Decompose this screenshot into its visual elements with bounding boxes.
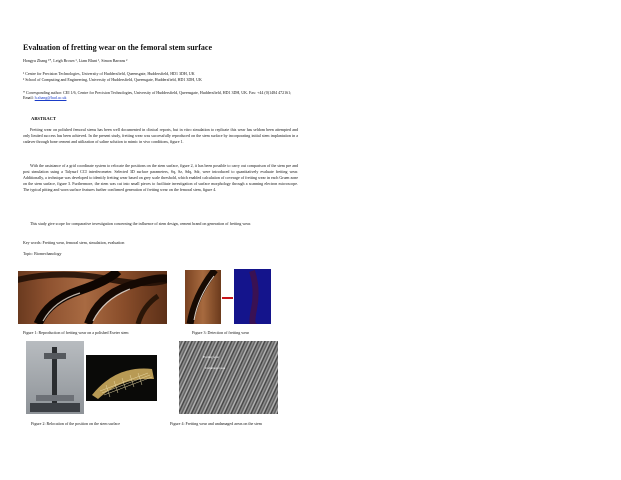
abstract-heading: ABSTRACT bbox=[31, 116, 57, 121]
figure-4-image bbox=[179, 341, 278, 414]
figure-3-image-left bbox=[185, 270, 221, 324]
figure-3-caption: Figure 3: Detection of fretting wear bbox=[192, 330, 249, 335]
figure-3-arrow bbox=[222, 297, 233, 299]
topic: Topic: Biomechanology bbox=[23, 251, 62, 256]
corresponding-text: * Corresponding author: CEI 1/6, Centre for Precision Technologies, University of Huddersfield, Queensgate, Huddersfield, HD1 3DH, UK. Fax: +44 (0)1484 472161; Email: bbox=[23, 90, 292, 101]
keywords: Key words: Fretting wear, femoral stem, simulation, evaluation bbox=[23, 240, 125, 245]
undamaged-area-label: Undamaged area bbox=[205, 366, 226, 370]
figure-3-image-right bbox=[234, 269, 271, 324]
figure-2-image-left bbox=[26, 341, 84, 414]
affiliation-1: ¹ Centre for Precision Technologies, University of Huddersfield, Queensgate, Huddersfield, HD1 3DH, UK bbox=[23, 71, 195, 76]
figure-1-caption: Figure 1: Reproduction of fretting wear on a polished Exeter stem bbox=[23, 330, 129, 335]
email-link[interactable]: h.zhang@hud.ac.uk bbox=[34, 95, 67, 101]
figure-4-caption: Figure 4: Fretting wear and undamaged areas on the stem bbox=[170, 421, 262, 426]
abstract-paragraph-2: With the assistance of a grid coordinate system to relocate the positions on the stem surface, figure 2, it has been possible to carry out comparison of the stem pre and post simulation using a Talysurf CCI interferometer. Selected 3D surface parameters, Sq, Sz, Sdq, Sdr, were introduced to quantitatively evaluate fretting wear. Additionally, a technique was developed to identify fretting wear based on grey scale threshold, which enabled calculation of coverage of fretting wear in each Gruen zone on the stem surface, figure 3. Furthermore, the stem was cut into small pieces to facilitate investigation of surface morphology through a scanning electron microscope. The typical pitting and worn surface features further confirmed generation of fretting wear on the femoral stem, figure 4. bbox=[23, 163, 298, 193]
abstract-paragraph-3: This study give scope for comparative investigation concerning the influence of stem design, cement brand on generation of fretting wear. bbox=[30, 221, 251, 226]
figure-2-image-right bbox=[86, 355, 157, 401]
abstract-paragraph-1: Fretting wear on polished femoral stems has been well documented in clinical reports, but in vitro simulation to replicate this wear has seldom been attempted and only limited success has been achieved. In the present study, fretting wear was successfully reproduced on the stem surface by incorporating initial stem implantation in a cadaver through bone cement and utilization of saline solution to mimic in vivo conditions, figure 1. bbox=[23, 127, 298, 145]
affiliation-2: ² School of Computing and Engineering, University of Huddersfield, Queensgate, Huddersfield, HD1 3DH, UK bbox=[23, 77, 202, 82]
paper-title: Evaluation of fretting wear on the femoral stem surface bbox=[23, 43, 212, 52]
figure-2-caption: Figure 2: Relocation of the position on the stem surface bbox=[31, 421, 120, 426]
fretting-wear-label: Fretting wear bbox=[203, 355, 220, 359]
author-list: Hongyu Zhang ¹*, Leigh Brown ¹, Liam Blunt ¹, Simon Barrans ² bbox=[23, 58, 128, 63]
figure-1-image bbox=[18, 271, 167, 324]
corresponding-author bbox=[23, 90, 298, 100]
